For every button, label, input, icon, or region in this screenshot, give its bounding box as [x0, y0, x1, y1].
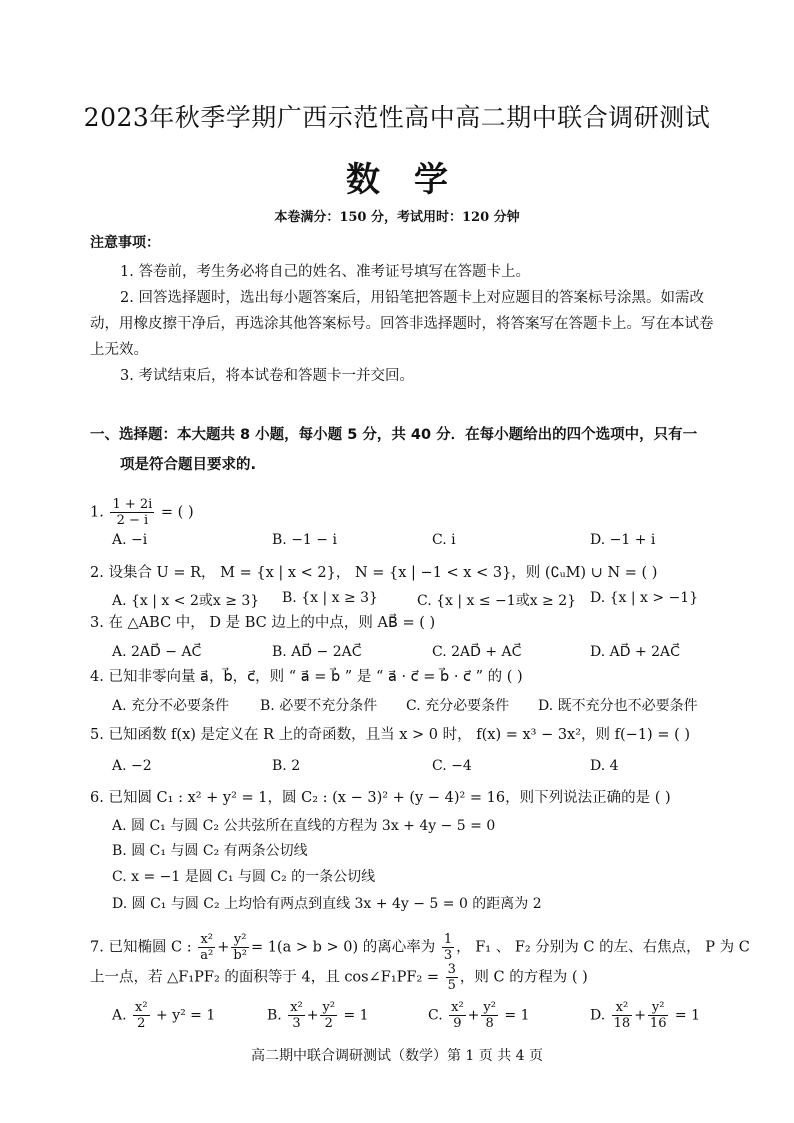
option-a	[112, 1000, 215, 1031]
section-heading-line: 一、选择题：本大题共 8 小题，每小题 5 分，共 40 分．在每小题给出的四个选项中，只有一	[90, 427, 698, 443]
question-4-stem: 4. 已知非零向量 a⃗，b⃗，c⃗，则 “ a⃗ = b⃗ ” 是 “ a⃗ · c⃗ = b⃗ · c⃗ ” 的 ( )	[90, 669, 523, 685]
option-c: C. −4	[432, 758, 472, 774]
fraction-numerator: y²	[322, 1000, 336, 1015]
fraction	[481, 1000, 498, 1031]
fraction	[288, 1000, 305, 1031]
option-b: B. 圆 C₁ 与圆 C₂ 有两条公切线	[112, 843, 308, 859]
exam-title: 2023年秋季学期广西示范性高中高二期中联合调研测试	[83, 103, 711, 132]
fraction-numerator: 3	[447, 962, 456, 977]
fraction-numerator: x²	[198, 932, 215, 948]
fraction-denominator: 18	[613, 1016, 631, 1031]
section-heading	[90, 420, 720, 480]
option-d: D. {x | x > −1}	[590, 590, 699, 606]
option-a: A. {x | x < 2或x ≥ 3}	[112, 593, 260, 609]
question-stem-text: ，则 C 的方程为 ( )	[459, 969, 588, 986]
page-footer: 高二期中联合调研测试（数学）第 1 页 共 4 页	[250, 1048, 544, 1064]
question-6-option-d	[112, 893, 722, 915]
question-3-stem: 3. 在 △ABC 中， D 是 BC 边上的中点，则 AB⃗ = ( )	[90, 615, 436, 631]
option-d: D. −1 + i	[590, 532, 656, 548]
option-b: B. −1 − i	[272, 532, 337, 548]
option-rest: = 1	[674, 1007, 701, 1024]
option-a: A. 圆 C₁ 与圆 C₂ 公共弦所在直线的方程为 3x + 4y − 5 = 0	[112, 818, 496, 834]
option-c: C. i	[432, 532, 456, 548]
question-stem-suffix: = ( )	[160, 504, 194, 521]
fraction	[133, 1000, 150, 1031]
option-b: B. {x | x ≥ 3}	[282, 590, 378, 606]
notice-list	[90, 259, 720, 389]
option-c: C. 2AD⃗ + AC⃗	[432, 644, 522, 660]
fraction-denominator: a²	[200, 948, 214, 963]
option-c: C. {x | x ≤ −1或x ≥ 2}	[417, 593, 577, 609]
fraction	[446, 962, 458, 993]
question-number: 1.	[90, 504, 104, 521]
option-c: C. 充分必要条件	[406, 698, 510, 714]
notice-item: 2. 回答选择题时，选出每小题答案后，用铅笔把答题卡上对应题目的答案标号涂黑。如需改动，用橡皮擦干净后，再选涂其他答案标号。回答非选择题时，将答案写在答题卡上。写在本试卷上无效。	[90, 290, 714, 358]
option-a: A. −i	[112, 532, 148, 548]
option-label: D.	[590, 1007, 606, 1024]
question-2-options	[112, 590, 722, 612]
plus-sign: +	[217, 939, 230, 956]
section-heading-line: 项是符合题目要求的.	[120, 457, 257, 473]
option-b: B. 必要不充分条件	[260, 698, 378, 714]
question-stem-text: 上一点，若 △F₁PF₂ 的面积等于 4，且 cos∠F₁PF₂ =	[90, 969, 440, 986]
option-d: D. 4	[590, 758, 619, 774]
fraction-denominator: b²	[233, 948, 247, 963]
option-label: C.	[428, 1007, 443, 1024]
question-stem-text: ， F₁ 、 F₂ 分别为 C 的左、右焦点， P 为 C	[456, 939, 750, 956]
question-stem-text: = 1(a > b > 0) 的离心率为	[250, 939, 436, 956]
fraction	[110, 497, 154, 528]
fraction-denominator: 8	[485, 1016, 494, 1031]
score-time-line: 本卷满分：150 分，考试用时：120 分钟	[274, 210, 520, 225]
subject-title: 数学	[346, 160, 482, 200]
option-d: D. $\frac{\text{x²}}{18}$ + $\frac{\text{y²}}{16}$ = 1	[590, 1000, 701, 1031]
fraction-denominator: 9	[453, 1016, 462, 1031]
option-d: D. AD⃗ + 2AC⃗	[590, 644, 680, 660]
fraction	[449, 1000, 466, 1031]
fraction-numerator: y²	[483, 1000, 496, 1015]
question-1-stem	[90, 497, 730, 528]
question-6-option-b	[112, 840, 722, 862]
fraction	[320, 1000, 337, 1031]
question-2-stem: 2. 设集合 U = R， M = {x | x < 2}， N = {x | −1 < x < 3}，则 (∁ᵤM) ∪ N = ( )	[90, 565, 658, 581]
question-5-stem: 5. 已知函数 f(x) 是定义在 R 上的奇函数，且当 x > 0 时， f(x) = x³ − 3x²，则 f(−1) = ( )	[90, 727, 691, 743]
option-label: B.	[267, 1007, 282, 1024]
notice-title: 注意事项：	[90, 235, 160, 251]
question-7-options	[112, 1000, 722, 1036]
fraction-denominator: 16	[649, 1016, 667, 1031]
fraction	[198, 932, 215, 963]
option-rest: + y² = 1	[156, 1007, 216, 1024]
option-rest: = 1	[504, 1007, 530, 1024]
question-5-options	[112, 758, 722, 780]
option-a: A. −2	[112, 758, 152, 774]
fraction-numerator: y²	[231, 932, 249, 948]
fraction-denominator: 5	[447, 978, 456, 993]
fraction-numerator: x²	[135, 1000, 148, 1015]
option-b: B. $\frac{\text{x²}}{3}$ + $\frac{\text{y²}}{2}$ = 1	[267, 1000, 369, 1031]
question-6-option-a	[112, 815, 722, 837]
fraction-denominator: 2 − i	[116, 513, 149, 528]
question-7-stem-line2	[90, 962, 730, 993]
fraction-numerator: x²	[612, 1000, 633, 1016]
option-a: A. 2AD⃗ − AC⃗	[112, 644, 202, 660]
fraction	[648, 1000, 669, 1031]
option-c: C. $\frac{\text{x²}}{9}$ + $\frac{\text{y²}}{8}$ = 1	[428, 1000, 530, 1031]
question-4-options	[112, 695, 722, 717]
option-d: D. 圆 C₁ 与圆 C₂ 上均恰有两点到直线 3x + 4y − 5 = 0 的距离为 2	[112, 896, 542, 912]
question-stem-text: 7. 已知椭圆 C :	[90, 939, 192, 956]
fraction-numerator: 1	[443, 932, 453, 947]
fraction-denominator: 3	[443, 948, 453, 963]
fraction-denominator: 3	[292, 1016, 301, 1031]
fraction-numerator: x²	[451, 1000, 464, 1015]
question-7-stem-line1	[90, 932, 750, 963]
question-3-options	[112, 644, 722, 666]
fraction-numerator: y²	[648, 1000, 669, 1016]
option-label: A.	[112, 1007, 127, 1024]
option-d: D. 既不充分也不必要条件	[538, 698, 698, 714]
question-1-options	[112, 532, 722, 554]
fraction	[612, 1000, 633, 1031]
notice-item: 1. 答卷前，考生务必将自己的姓名、准考证号填写在答题卡上。	[120, 264, 530, 280]
fraction	[231, 932, 249, 963]
option-c: C. x = −1 是圆 C₁ 与圆 C₂ 的一条公切线	[112, 869, 376, 885]
fraction-denominator: 2	[324, 1016, 333, 1031]
option-rest: = 1	[343, 1007, 369, 1024]
option-b: B. AD⃗ − 2AC⃗	[272, 644, 362, 660]
question-6-option-c	[112, 866, 722, 888]
fraction-denominator: 2	[137, 1016, 146, 1031]
fraction	[442, 932, 454, 963]
option-b: B. 2	[272, 758, 301, 774]
fraction-numerator: x²	[290, 1000, 303, 1015]
option-a: A. 充分不必要条件	[112, 698, 230, 714]
fraction-numerator: 1 + 2i	[112, 497, 153, 512]
notice-item: 3. 考试结束后，将本试卷和答题卡一并交回。	[120, 368, 414, 384]
question-6-stem: 6. 已知圆 C₁ : x² + y² = 1，圆 C₂ : (x − 3)² + (y − 4)² = 16，则下列说法正确的是 ( )	[90, 790, 671, 806]
